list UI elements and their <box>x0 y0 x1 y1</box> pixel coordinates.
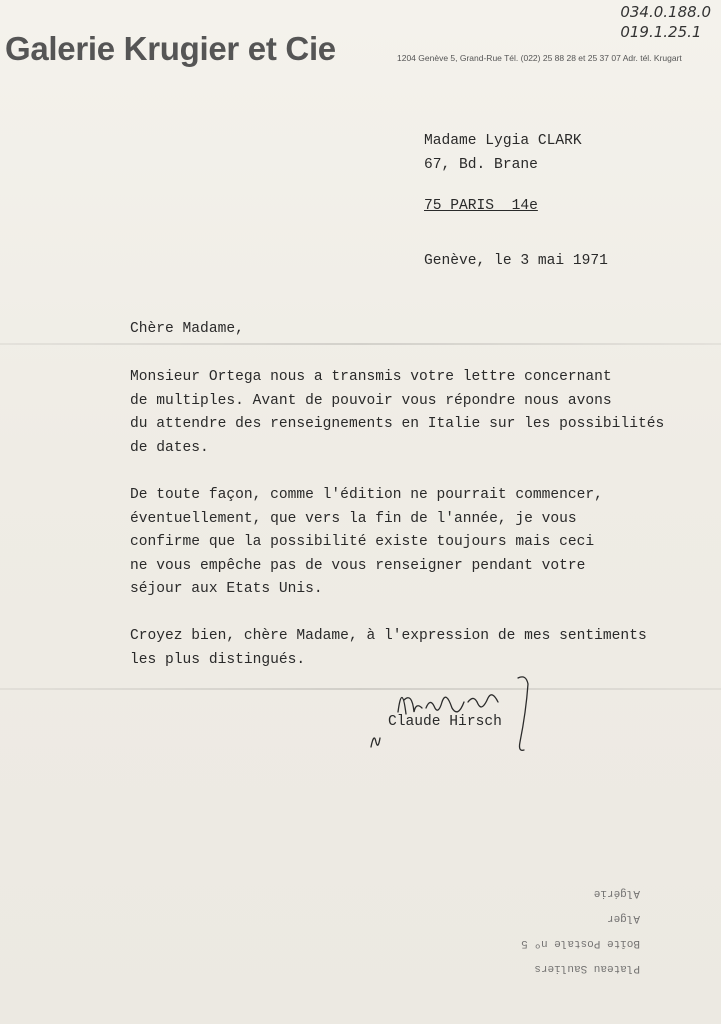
body-line: séjour aux Etats Unis. <box>130 581 323 597</box>
body-line: les plus distingués. <box>130 651 306 668</box>
body-line: du attendre des renseignements en Italie sur les possibilités <box>130 416 665 432</box>
signatory-name: Claude Hirsch <box>388 714 502 730</box>
salutation: Chère Madame, <box>130 321 244 337</box>
paper-fold <box>0 688 721 690</box>
letter-date: Genève, le 3 mai 1971 <box>424 253 608 269</box>
address-line: Alger <box>606 912 640 924</box>
recipient-block <box>424 130 582 177</box>
body-line: confirme que la possibilité existe toujours mais ceci <box>130 534 595 550</box>
paper-fold <box>0 343 721 345</box>
letterhead-info: 1204 Genève 5, Grand-Rue Tél. (022) 25 88 28 et 25 37 07 Adr. tél. Krugart <box>397 53 682 63</box>
paragraph-2 <box>130 484 603 602</box>
letterhead-name: Galerie Krugier et Cie <box>5 30 336 67</box>
address-line: Plateau Sauliers <box>534 962 640 974</box>
body-line: De toute façon, comme l'édition ne pourrait commencer, <box>130 487 603 503</box>
body-line: de dates. <box>130 439 209 456</box>
archive-numbers <box>620 2 711 42</box>
body-line: de multiples. Avant de pouvoir vous répondre nous avons <box>130 392 612 409</box>
body-line: éventuellement, que vers la fin de l'année, je vous <box>130 510 577 527</box>
paragraph-1 <box>130 366 664 460</box>
paragraph-3 <box>130 625 647 672</box>
body-line: Monsieur Ortega nous a transmis votre lettre concernant <box>130 369 612 385</box>
body-line: Croyez bien, chère Madame, à l'expression de mes sentiments <box>130 628 647 644</box>
archive-number: 034.0.188.0 <box>620 3 711 21</box>
body-line: ne vous empêche pas de vous renseigner pendant votre <box>130 557 586 574</box>
recipient-street: 67, Bd. Brane <box>424 156 538 173</box>
address-line: Algérie <box>593 887 640 899</box>
recipient-name: Madame Lygia CLARK <box>424 133 582 149</box>
archive-number: 019.1.25.1 <box>620 23 702 41</box>
upside-down-address <box>460 880 640 980</box>
address-line: Boîte Postale nº 5 <box>521 937 640 949</box>
recipient-city: 75 PARIS 14e <box>424 198 538 214</box>
